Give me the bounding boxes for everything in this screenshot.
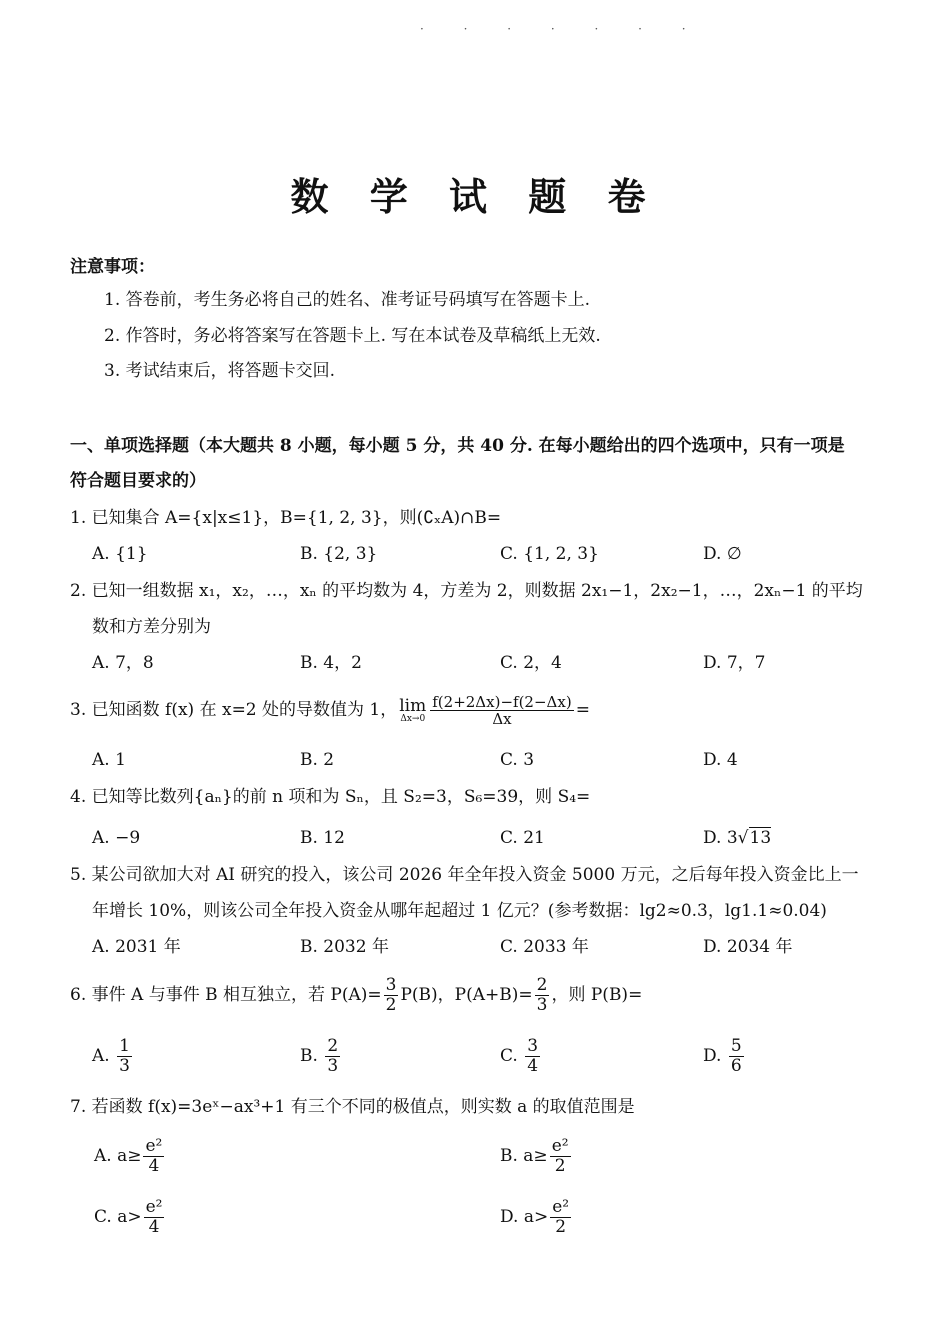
question-6-option-c (500, 1035, 542, 1077)
option-fraction (550, 1137, 571, 1175)
option-d-prefix: D. 3 (703, 828, 738, 848)
fraction-denominator: 4 (527, 1056, 539, 1076)
fraction-numerator: 2 (327, 1036, 339, 1057)
question-1-option-d: D. ∅ (703, 544, 742, 564)
option-label: A. a≥ (94, 1146, 142, 1166)
question-2-option-a: A. 7，8 (92, 653, 154, 673)
fraction-numerator: e² (145, 1136, 163, 1157)
header-dots: · · · · · · · (420, 22, 704, 36)
fraction-denominator: 6 (730, 1056, 742, 1076)
sqrt-radicand: 13 (749, 828, 772, 848)
option-label: C. (500, 1046, 518, 1066)
question-3-suffix: = (575, 700, 590, 720)
note-item-2: 2. 作答时，务必将答案写在答题卡上. 写在本试卷及草稿纸上无效. (104, 326, 601, 346)
fraction-denominator: 4 (148, 1217, 160, 1237)
notes-heading: 注意事项： (70, 257, 155, 277)
question-6-part-a: 6. 事件 A 与事件 B 相互独立，若 P(A)= (70, 985, 382, 1005)
option-fraction (325, 1037, 340, 1075)
question-4-stem: 4. 已知等比数列{aₙ}的前 n 项和为 Sₙ，且 S₂=3，S₆=39，则 S₄= (70, 787, 591, 807)
question-5-stem-line2: 年增长 10%，则该公司全年投入资金从哪年起超过 1 亿元？(参考数据：lg2≈0.3，lg1.1≈0.04) (92, 901, 827, 921)
fraction-numerator: 5 (730, 1036, 742, 1057)
question-1-option-a: A. {1} (92, 544, 148, 564)
option-fraction (144, 1198, 165, 1236)
limit-numerator: f(2+2Δx)−f(2−Δx) (432, 692, 572, 711)
option-label: B. (300, 1046, 318, 1066)
question-2-stem-line1: 2. 已知一组数据 x₁，x₂，…，xₙ 的平均数为 4，方差为 2，则数据 2x₁−1，2x₂−1，…，2xₙ−1 的平均 (70, 581, 863, 601)
question-7-option-d (500, 1196, 573, 1238)
limit-symbol (399, 695, 427, 724)
fraction-denominator: 3 (536, 995, 548, 1015)
fraction-numerator: 1 (119, 1036, 130, 1057)
note-item-1: 1. 答卷前，考生务必将自己的姓名、准考证号码填写在答题卡上. (104, 290, 591, 310)
question-2-option-c: C. 2，4 (500, 653, 562, 673)
question-5-stem-line1: 5. 某公司欲加大对 AI 研究的投入，该公司 2026 年全年投入资金 5000 万元，之后每年投入资金比上一 (70, 865, 859, 885)
fraction-denominator: 3 (327, 1056, 339, 1076)
question-2-option-d: D. 7，7 (703, 653, 766, 673)
question-3-option-a: A. 1 (92, 750, 126, 770)
question-3-prefix: 3. 已知函数 f(x) 在 x=2 处的导数值为 1， (70, 700, 398, 720)
lim-subscript: Δx→0 (400, 713, 426, 724)
fraction-denominator: 2 (554, 1156, 566, 1176)
question-1-option-c: C. {1, 2, 3} (500, 544, 599, 564)
question-3-option-d: D. 4 (703, 750, 738, 770)
question-6-part-b: P(B)，P(A+B)= (400, 985, 533, 1005)
fraction-numerator: 3 (385, 975, 397, 996)
fraction-numerator: e² (551, 1136, 569, 1157)
question-6-part-c: ，则 P(B)= (551, 985, 643, 1005)
question-2-option-b: B. 4，2 (300, 653, 362, 673)
option-label: A. (92, 1046, 110, 1066)
question-5-option-d: D. 2034 年 (703, 937, 793, 957)
question-3-option-c: C. 3 (500, 750, 535, 770)
question-6-option-b (300, 1035, 342, 1077)
fraction-numerator: e² (145, 1197, 163, 1218)
question-7-option-b (500, 1135, 573, 1177)
fraction-numerator: 3 (527, 1036, 539, 1057)
section-heading-line1: 一、单项选择题（本大题共 8 小题，每小题 5 分，共 40 分. 在每小题给出的四个选项中，只有一项是 (70, 436, 845, 456)
section-heading-line2: 符合题目要求的） (70, 471, 206, 491)
page-title: 数 学 试 题 卷 (290, 175, 660, 219)
fraction-p-a (384, 976, 399, 1014)
limit-fraction (430, 694, 573, 728)
option-fraction (729, 1037, 744, 1075)
fraction-numerator: 2 (536, 975, 548, 996)
limit-denominator: Δx (492, 710, 512, 728)
question-7-option-a (94, 1135, 166, 1177)
question-6-stem (70, 975, 642, 1015)
option-label: D. a> (500, 1207, 549, 1227)
option-fraction (117, 1037, 132, 1075)
fraction-numerator: e² (552, 1197, 570, 1218)
fraction-denominator: 2 (555, 1217, 567, 1237)
note-item-3: 3. 考试结束后，将答题卡交回. (104, 361, 336, 381)
question-4-option-b: B. 12 (300, 828, 345, 848)
question-5-option-c: C. 2033 年 (500, 937, 589, 957)
option-label: D. (703, 1046, 722, 1066)
question-1-option-b: B. {2, 3} (300, 544, 378, 564)
question-1-stem: 1. 已知集合 A={x|x≤1}，B={1, 2, 3}，则(∁ₓA)∩B= (70, 508, 502, 528)
question-2-stem-line2: 数和方差分别为 (92, 617, 211, 637)
question-5-option-b: B. 2032 年 (300, 937, 389, 957)
option-fraction (525, 1037, 540, 1075)
question-4-option-a: A. −9 (92, 828, 141, 848)
fraction-p-a-plus-b (535, 976, 550, 1014)
question-4-option-d: D. 3√13 (703, 828, 772, 848)
question-7-option-c (94, 1196, 166, 1238)
fraction-denominator: 4 (148, 1156, 160, 1176)
option-label: C. a> (94, 1207, 142, 1227)
option-label: B. a≥ (500, 1146, 548, 1166)
question-3-option-b: B. 2 (300, 750, 335, 770)
question-5-option-a: A. 2031 年 (92, 937, 181, 957)
fraction-denominator: 3 (119, 1056, 130, 1076)
option-fraction (143, 1137, 164, 1175)
question-6-option-d (703, 1035, 746, 1077)
question-6-option-a (92, 1035, 134, 1077)
question-7-stem: 7. 若函数 f(x)=3eˣ−ax³+1 有三个不同的极值点，则实数 a 的取值范围是 (70, 1097, 635, 1117)
question-4-option-c: C. 21 (500, 828, 545, 848)
question-3-stem (70, 690, 590, 730)
option-fraction (550, 1198, 571, 1236)
fraction-denominator: 2 (385, 995, 397, 1015)
lim-text: lim (399, 695, 427, 716)
